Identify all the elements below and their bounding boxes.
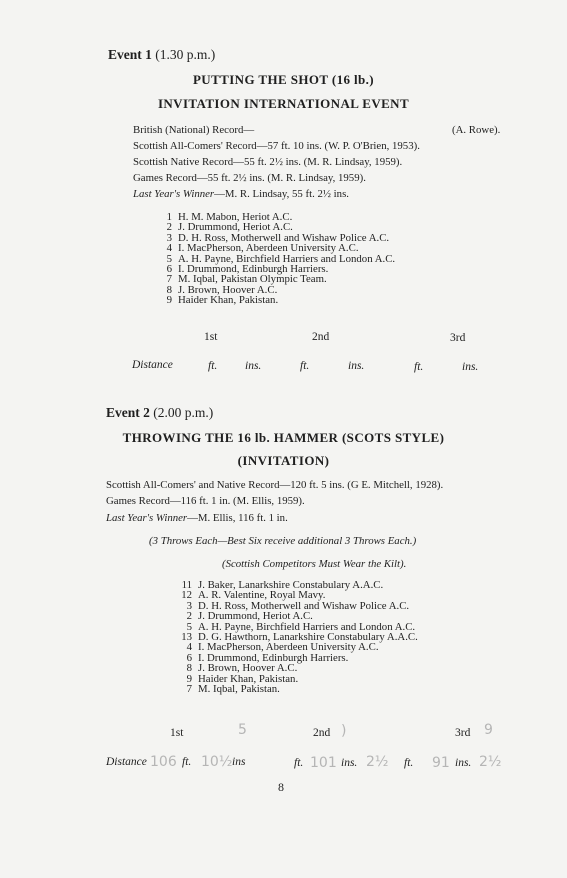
event1-distance-label: Distance [132,359,173,371]
event2-handwritten-3rd: 9 [484,722,493,738]
event1-ft-2: ft. [300,360,310,372]
event1-last-winner-value: —M. R. Lindsay, 55 ft. 2½ ins. [214,188,349,200]
event2-handwritten-ins-3: 2½ [479,754,502,770]
event2-ins-3: ins. [455,757,472,769]
event2-note-kilt: (Scottish Competitors Must Wear the Kilt). [222,558,407,570]
event2-last-winner [106,512,288,524]
list-item: 9 Haider Khan, Pakistan. [186,672,299,685]
list-item: 5 A. H. Payne, Birchfield Harriers and London A.C. [166,252,396,265]
event2-handwritten-ft-2: 101 [310,755,337,771]
event2-handwritten-ft-1: 106 [150,754,177,770]
list-item: 7 M. Iqbal, Pakistan. [186,683,280,696]
event1-subtitle: INVITATION INTERNATIONAL EVENT [157,96,410,111]
event2-time: (2.00 p.m.) [153,405,214,420]
event1-ins-1: ins. [245,360,262,372]
event1-record-allcomers: Scottish All-Comers' Record—57 ft. 10 ins. (W. P. O'Brien, 1953). [133,140,420,152]
event2-subtitle: (INVITATION) [237,453,330,468]
event2-ft-1: ft. [182,756,192,768]
event2-ins-1: ins [232,756,246,768]
list-item: 3 D. H. Ross, Motherwell and Wishaw Police A.C. [166,231,390,244]
event1-entrants-list [150,212,395,306]
event1-title: PUTTING THE SHOT (16 lb.) [192,72,375,87]
event2-entrants-list [170,580,418,694]
event2-ft-2: ft. [294,757,304,769]
event2-handwritten-ft-3: 91 [432,755,450,771]
list-item: 4 I. MacPherson, Aberdeen University A.C. [166,242,359,255]
event1-record-british-holder: (A. Rowe). [452,124,501,136]
event2-number: 2 [143,405,150,420]
event1-time: (1.30 p.m.) [155,47,216,62]
event2-title: THROWING THE 16 lb. HAMMER (SCOTS STYLE) [122,430,445,445]
event1-ins-2: ins. [348,360,365,372]
list-item: 12 A. R. Valentine, Royal Mavy. [181,589,326,602]
list-item: 8 J. Brown, Hoover A.C. [186,662,298,675]
event1-ft-3: ft. [414,361,424,373]
event2-handwritten-ins-2: 2½ [366,754,389,770]
event1-ins-3: ins. [462,361,479,373]
list-item: 1 H. M. Mabon, Heriot A.C. [166,211,293,223]
list-item: 6 I. Drummond, Edinburgh Harriers. [186,651,349,664]
event2-heading [106,405,213,421]
event2-label: Event [106,405,140,420]
event1-ft-1: ft. [208,360,218,372]
event2-note-throws: (3 Throws Each—Best Six receive additional 3 Throws Each.) [149,535,417,547]
event2-record-allcomers: Scottish All-Comers' and Native Record—120 ft. 5 ins. (G E. Mitchell, 1928). [106,479,444,491]
list-item: 2 J. Drummond, Heriot A.C. [166,221,293,234]
list-item: 13 D. G. Hawthorn, Lanarkshire Constabulary A.A.C. [181,631,418,644]
event1-place-3rd: 3rd [450,332,466,344]
page-number: 8 [278,780,284,794]
event2-last-winner-label: Last Year's Winner [106,512,188,524]
event2-place-1st: 1st [170,727,184,739]
event2-record-games: Games Record—116 ft. 1 in. (M. Ellis, 1959). [106,495,305,507]
list-item: 5 A. H. Payne, Birchfield Harriers and London A.C. [186,620,416,633]
event1-heading [108,47,215,63]
event1-place-2nd: 2nd [312,331,330,343]
list-item: 6 I. Drummond, Edinburgh Harriers. [166,263,329,276]
list-item: 4 I. MacPherson, Aberdeen University A.C. [186,641,379,654]
event2-place-2nd: 2nd [313,727,331,739]
event1-record-games: Games Record—55 ft. 2½ ins. (M. R. Lindsay, 1959). [133,172,366,184]
event2-place-3rd: 3rd [455,727,471,739]
event2-handwritten-2nd: ) [341,723,347,739]
event1-label: Event [108,47,142,62]
event1-place-1st: 1st [204,331,218,343]
event1-last-winner [133,188,349,200]
event1-number: 1 [145,47,152,62]
event2-handwritten-1st: 5 [238,722,247,738]
list-item: 9 Haider Khan, Pakistan. [166,294,279,307]
list-item: 2 J. Drummond, Heriot A.C. [186,610,313,623]
event1-record-native: Scottish Native Record—55 ft. 2½ ins. (M. R. Lindsay, 1959). [133,156,403,168]
list-item: 8 J. Brown, Hoover A.C. [166,283,278,296]
event2-last-winner-value: —M. Ellis, 116 ft. 1 in. [187,512,288,524]
event1-record-british: British (National) Record— [133,124,255,136]
list-item: 3 D. H. Ross, Motherwell and Wishaw Police A.C. [186,599,410,612]
event2-handwritten-ins-1: 10½ [201,754,233,770]
list-item: 7 M. Iqbal, Pakistan Olympic Team. [166,273,327,286]
event2-ft-3: ft. [404,757,414,769]
list-item: 11 J. Baker, Lanarkshire Constabulary A.A.C. [181,579,384,591]
event2-distance-label: Distance [106,756,147,768]
event1-last-winner-label: Last Year's Winner [133,188,215,200]
event2-ins-2: ins. [341,757,358,769]
